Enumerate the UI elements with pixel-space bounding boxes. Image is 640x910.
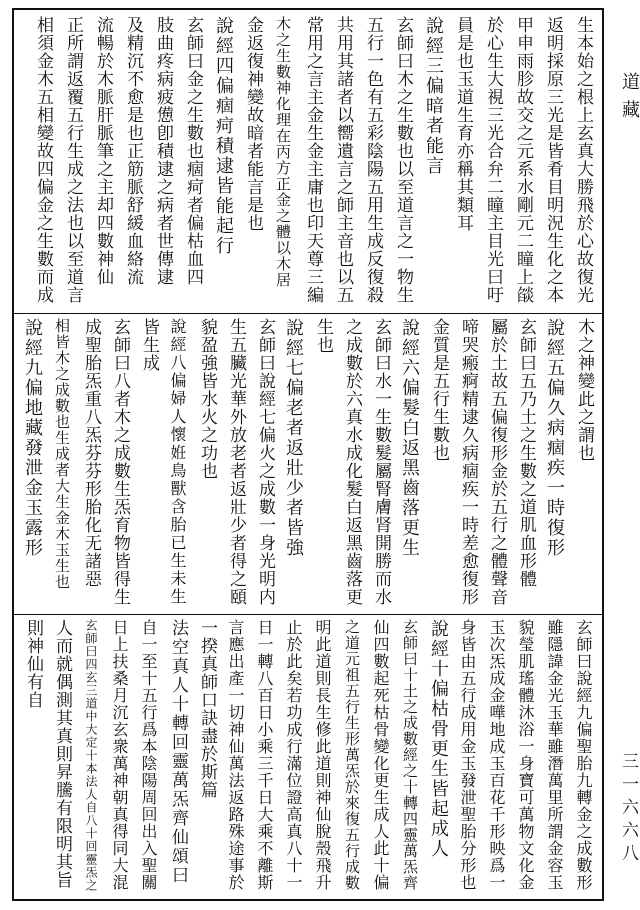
text-column: 成聖胎炁重八炁芬芬形胎化无諸惡 [81,318,101,588]
text-column: 肢曲疼病疲憊卽積逮之病者世傳逮 [153,16,173,286]
text-column: 相皆木之成數也生成者大生金木玉生也 [53,318,71,590]
text-column: 貌瑩肌瑤體沐浴一身寶可萬物文化金 [516,619,535,891]
text-column: 於心生大視三光合弁二瞳主目光曰吁 [483,16,503,304]
page-number: 三一六六八 [618,752,638,867]
text-column: 雖隱諱金光玉華雖潛萬里所謂金容玉 [545,619,564,891]
text-column: 玄師曰十土之成數經之十轉四靈萬炁齊 [401,619,419,891]
text-column: 啼哭瘢痾精逮久病痼疾一時差愈復形 [458,318,478,606]
section-heading: 說經六偏髮白返黑齒落更生 [399,318,420,558]
text-column: 流暢於木脈肝脈筆之主却四數神仙 [93,16,113,286]
section-heading: 說經五偏久病痼疾一時復形 [544,318,565,558]
text-column: 共用其諸者以嚮遺言之師主音也以五 [333,16,353,304]
region-divider [14,313,602,314]
section-heading: 說經七偏老者返壯少者皆強 [283,318,304,558]
text-column: 玉次炁成金嘩地成玉百花千形映爲一 [487,619,506,891]
text-column: 貌盈強皆水火之功也 [197,318,217,480]
section-heading: 說經十偏枯骨更生皆起成人 [428,619,449,859]
text-column: 玄師曰四玄三道中大定十本法人自八十回靈炁之 [84,619,98,892]
text-column: 常用之言主金生金主庸也印天尊三編 [303,16,323,304]
text-column: 止於此矣若功成行滿位證高真八十一 [284,619,303,891]
book-title: 道藏 [619,72,640,128]
section-heading: 法空真人十轉回靈萬炁齊仙頌曰 [168,619,188,885]
text-column: 員是也玉道生育亦稱其類耳 [453,16,473,232]
region-bottom [14,619,602,897]
text-column: 玄師曰木之生數也以至道言之一物生 [393,16,413,304]
section-heading: 說經九偏地藏發泄金玉露形 [22,318,43,558]
text-column: 一揆真師口訣盡於斯篇 [197,619,217,799]
text-column: 自一至十五行爲本陰陽周回出入聖關 [139,619,158,891]
text-column: 玄師曰說經九偏聖胎九轉金之成數形 [574,619,593,891]
text-column: 人而就偶測其真則昇騰有限明其旨 [52,619,72,889]
section-heading: 說經八偏婦人懷姙鳥獸含胎已生未生 [168,318,187,606]
text-column: 明此道則長生修此道則神仙脫殼飛升 [313,619,332,891]
text-column: 返明採原三光是皆肴目明況生化之本 [543,16,563,304]
text-column: 之道元祖五行生形萬炁於來復五行成數 [343,619,361,891]
text-column: 玄師曰五乃土之生數之道肌血形體 [516,318,536,588]
text-column: 玄師曰說經七偏火之成數一身光明内 [255,318,275,606]
text-column: 仙四數起死枯骨變化更生成人此十偏 [371,619,390,891]
text-column: 則神仙有自 [23,619,43,709]
text-column: 及精沉不愈是也正筋脈舒緩血絡流 [123,16,143,286]
text-column: 生五臟光華外放老者返壯少者得之頤 [226,318,246,606]
text-column: 木之生數神化理在丙方正金之體以木居 [274,16,292,288]
region-middle [14,318,602,610]
page-frame [12,8,604,901]
text-column: 木之神變此之謂也 [574,318,594,462]
text-column: 日上扶桑月沉玄衆萬神朝真得同大混 [110,619,129,891]
text-column: 相須金木五相變故四偏金之生數而成 [33,16,53,304]
text-column: 玄師曰水一生數髮屬腎膚肾開勝而水 [371,318,391,606]
text-column: 身皆由五行成用金玉發泄聖胎分形也 [458,619,477,891]
region-top [14,16,602,308]
text-column: 甲申雨胗故交之元系水剛元二瞳上燄 [513,16,533,304]
text-column: 玄師曰金之生數也痼疴者偏枯血四 [183,16,203,286]
text-column: 金返復神變故暗者能言是也 [243,16,263,232]
text-column: 之成數於六真水成化髮白返黑齒落更 [342,318,362,606]
text-column: 金質是五行生數也 [429,318,449,462]
text-column: 屬於土故五偏復形金於五行之體聲音 [487,318,507,606]
text-column: 皆生成 [139,318,159,372]
text-column: 生也 [313,318,333,354]
section-heading: 說經四偏痼疴積逮皆能起行 [213,16,234,256]
text-column: 正所謂返覆五行生成之法也以至道言 [63,16,83,304]
text-column: 生本始之根上玄真大勝飛於心故復光 [573,16,593,304]
region-divider [14,614,602,615]
text-column: 五行一色有五彩陰陽五用生成反復殺 [363,16,383,304]
text-column: 玄師曰八者木之成數生炁育物皆得生 [110,318,130,606]
text-column: 日一轉八百日小乘三千日大乘不離斯 [255,619,274,891]
section-heading: 說經三偏暗者能言 [423,16,444,176]
text-column: 言應出產一切神仙萬法返路殊途事於 [226,619,245,891]
